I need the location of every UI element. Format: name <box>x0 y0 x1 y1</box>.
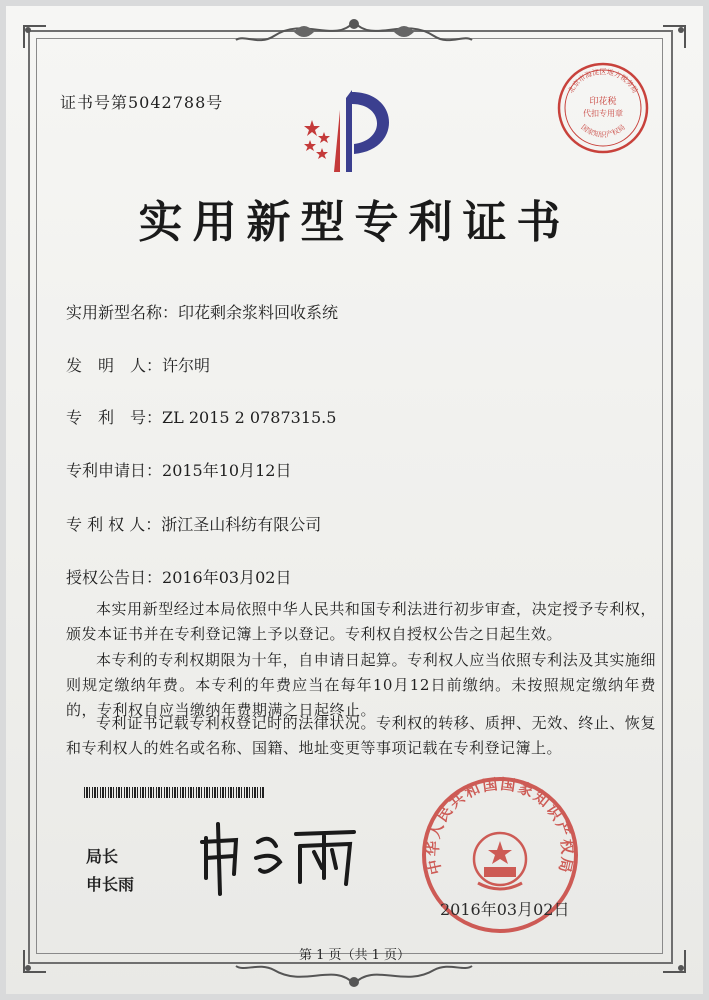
field-value: ZL 2015 2 0787315.5 <box>162 408 337 427</box>
corner-ornament-icon <box>659 22 689 52</box>
field-value: 2016年03月02日 <box>162 568 292 587</box>
svg-text:北京市海淀区地方税务局: 北京市海淀区地方税务局 <box>566 68 640 95</box>
top-ornament-icon <box>234 14 474 54</box>
field-label: 专利申请日： <box>66 461 163 480</box>
field-label: 发 明 人： <box>66 356 163 375</box>
field-value: 印花剩余浆料回收系统 <box>178 303 339 322</box>
field-value: 浙江圣山科纺有限公司 <box>161 515 322 534</box>
field-label: 专 利 权 人： <box>66 515 162 534</box>
field-inventor <box>66 353 210 376</box>
field-patentee <box>66 512 321 535</box>
cnipa-logo-icon <box>290 80 410 180</box>
field-value: 2015年10月12日 <box>162 461 292 480</box>
svg-text:中华人民共和国国家知识产权局: 中华人民共和国国家知识产权局 <box>423 775 577 877</box>
svg-text:代扣专用章: 代扣专用章 <box>583 109 623 118</box>
tax-stamp-seal-icon <box>555 60 651 156</box>
field-patent-number <box>66 405 336 428</box>
director-name: 申长雨 <box>86 875 135 894</box>
paragraph-term: 本专利的专利权期限为十年，自申请日起算。专利权人应当依照专利法及其实施细则规定缴纳年费。本专利的年费应当在每年10月12日前缴纳。未按照规定缴纳年费的，专利权自应当缴纳年费期满之日起终止。 <box>66 651 656 719</box>
barcode <box>84 787 264 798</box>
field-grant-date <box>66 565 291 588</box>
director-signature-icon <box>196 818 366 898</box>
field-label: 专 利 号： <box>66 408 163 427</box>
bottom-ornament-icon <box>234 958 474 992</box>
field-label: 授权公告日： <box>66 568 163 587</box>
paragraph-legal-status: 专利证书记载专利权登记时的法律状况。专利权的转移、质押、无效、终止、恢复和专利权人的姓名或名称、国籍、地址变更等事项记载在专利登记簿上。 <box>66 714 656 757</box>
field-filing-date <box>66 458 291 481</box>
director-title: 局长 <box>86 847 119 866</box>
field-utility-model-name <box>66 300 338 323</box>
certificate-number: 证书号第5042788号 <box>60 93 224 112</box>
paragraph-grant: 本实用新型经过本局依照中华人民共和国专利法进行初步审查，决定授予专利权，颁发本证书并在专利登记簿上予以登记。专利权自授权公告之日起生效。 <box>66 600 656 643</box>
svg-text:印花税: 印花税 <box>589 97 617 107</box>
corner-ornament-icon <box>20 22 50 52</box>
issue-date: 2016年03月02日 <box>440 900 570 919</box>
field-value: 许尔明 <box>162 356 211 375</box>
page-number: 第 1 页（共 1 页） <box>298 948 411 963</box>
field-label: 实用新型名称： <box>66 303 179 322</box>
certificate-title: 实用新型专利证书 <box>138 197 571 248</box>
director-block <box>86 843 134 899</box>
svg-text:国家知识产权局: 国家知识产权局 <box>579 123 627 139</box>
